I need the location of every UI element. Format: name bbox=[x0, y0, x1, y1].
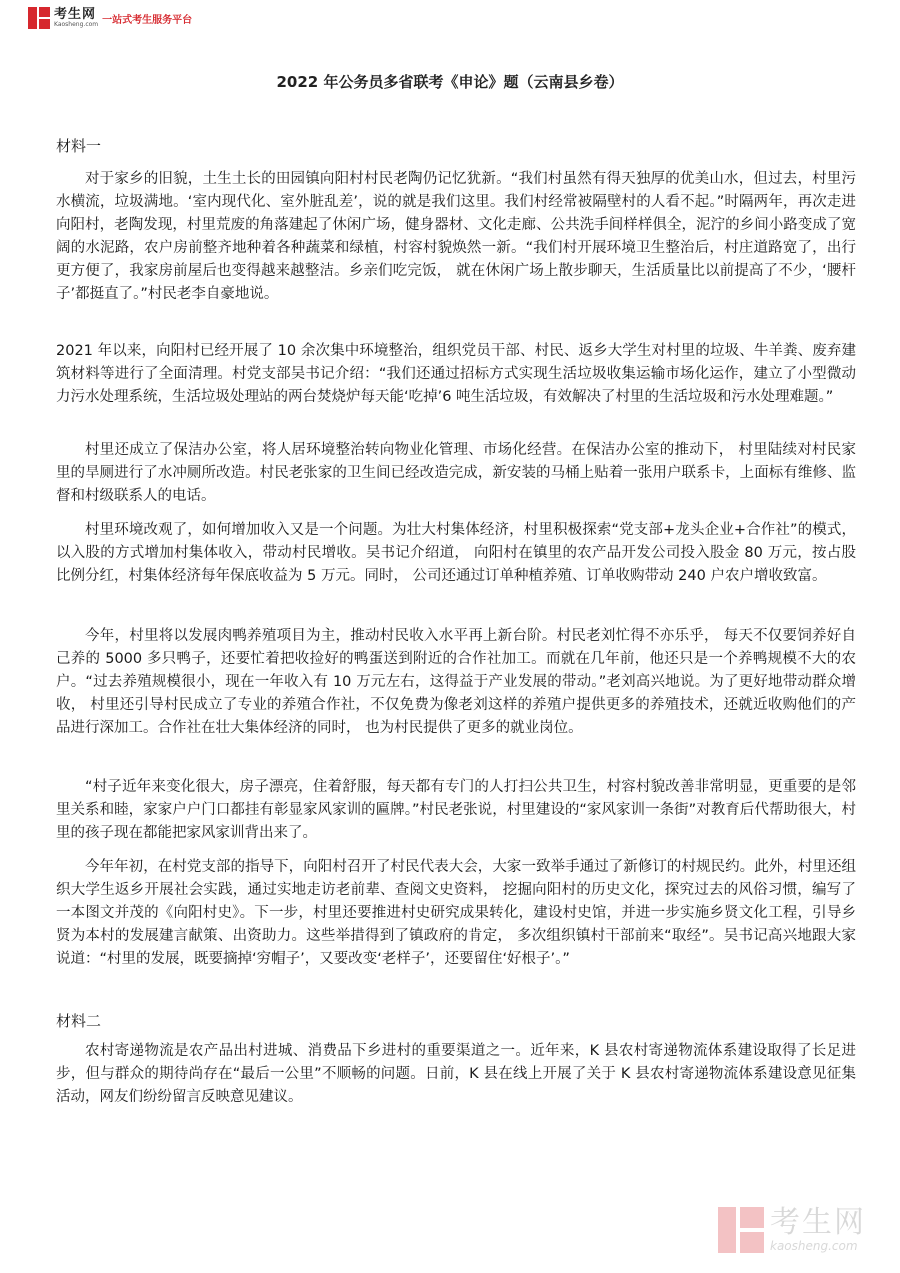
material-1-heading: 材料一 bbox=[56, 137, 102, 155]
paragraph-m1-6: “村子近年来变化很大，房子漂亮，住着舒服，每天都有专门的人打扫公共卫生，村容村貌改善非常明显，更重要的是邻里关系和睦，家家户户门口都挂有彰显家风家训的匾牌。”村民老张说，村里建设的“家风家训一条街”对教育后代帮助很大，村里的孩子现在都能把家风家训背出来了。 bbox=[56, 779, 856, 841]
paragraph-m1-1: 对于家乡的旧貌，土生土长的田园镇向阳村村民老陶仍记忆犹新。“我们村虽然有得天独厚的优美山水，但过去，村里污水横流，垃圾满地。‘室内现代化、室外脏乱差’，说的就是我们这里。我们村经常被隔壁村的人看不起。”时隔两年，再次走进向阳村，老陶发现，村里荒废的角落建起了休闲广场，健身器材、文化走廊、公共洗手间样样俱全，泥泞的乡间小路变成了宽阔的水泥路，农户房前整齐地种着各种蔬菜和绿植，村容村貌焕然一新。“我们村开展环境卫生整治后，村庄道路宽了，出行更方便了，我家房前屋后也变得越来越整洁。乡亲们吃完饭， 就在休闲广场上散步聊天，生活质量比以前提高了不少，‘腰杆子’都挺直了。”村民老李自豪地说。 bbox=[56, 171, 856, 302]
paragraph-m2-1: 农村寄递物流是农产品出村进城、消费品下乡进村的重要渠道之一。近年来，K 县农村寄递物流体系建设取得了长足进步，但与群众的期待尚存在“最后一公里”不顺畅的问题。日前，K 县在线上开展了关于 K 县农村寄递物流体系建设意见征集活动，网友们纷纷留言反映意见建议。 bbox=[56, 1043, 856, 1105]
logo-slogan: 一站式考生服务平台 bbox=[102, 14, 193, 26]
paragraph-m1-4: 村里环境改观了，如何增加收入又是一个问题。为壮大村集体经济，村里积极探索“党支部+龙头企业+合作社”的模式，以入股的方式增加村集体收入，带动村民增收。吴书记介绍道， 向阳村在镇里的农产品开发公司投入股金 80 万元，按占股比例分红，村集体经济每年保底收益为 5 万元。同时， 公司还通过订单种植养殖、订单收购带动 240 户农户增收致富。 bbox=[56, 522, 856, 584]
footer-watermark-logo bbox=[718, 1206, 866, 1253]
brand-watermark-icon bbox=[718, 1207, 764, 1253]
paragraph-m1-5: 今年，村里将以发展肉鸭养殖项目为主，推动村民收入水平再上新台阶。村民老刘忙得不亦乐乎， 每天不仅要饲养好自己养的 5000 多只鸭子，还要忙着把收捡好的鸭蛋送到附近的合作社加工。而就在几年前，他还只是一个养鸭规模不大的农户。“过去养殖规模很小，现在一年收入有 10 万元左右，这得益于产业发展的带动。”老刘高兴地说。为了更好地带动群众增收， 村里还引导村民成立了专业的养殖合作社，不仅免费为像老刘这样的养殖户提供更多的养殖技术，还就近收购他们的产品进行深加工。合作社在壮大集体经济的同时， 也为村民提供了更多的就业岗位。 bbox=[56, 628, 856, 736]
paragraph-m1-7: 今年年初，在村党支部的指导下，向阳村召开了村民代表大会，大家一致举手通过了新修订的村规民约。此外，村里还组织大学生返乡开展社会实践，通过实地走访老前辈、查阅文史资料， 挖掘向阳村的历史文化，探究过去的风俗习惯，编写了一本图文并茂的《向阳村史》。下一步，村里还要推进村史研究成果转化，建设村史馆，并进一步实施乡贤文化工程，引导乡贤为本村的发展建言献策、出资助力。这些举措得到了镇政府的肯定， 多次组织镇村干部前来“取经”。吴书记高兴地跟大家说道：“村里的发展，既要摘掉‘穷帽子’，又要改变‘老样子’，还要留住‘好根子’。” bbox=[56, 859, 856, 967]
paragraph-m1-2: 2021 年以来，向阳村已经开展了 10 余次集中环境整治，组织党员干部、村民、返乡大学生对村里的垃圾、牛羊粪、废弃建筑材料等进行了全面清理。村党支部吴书记介绍：“我们还通过招标方式实现生活垃圾收集运输市场化运作，建立了小型微动力污水处理系统，生活垃圾处理站的两台焚烧炉每天能‘吃掉’6 吨生活垃圾，有效解决了村里的生活垃圾和污水处理难题。” bbox=[56, 343, 856, 405]
footer-logo-name: 考生网 bbox=[770, 1205, 866, 1240]
footer-logo-domain: kaosheng.com bbox=[770, 1239, 858, 1253]
logo-domain: Kaosheng.com bbox=[54, 21, 99, 28]
material-2-heading: 材料二 bbox=[56, 1012, 102, 1030]
page-title: 2022 年公务员多省联考《申论》题（云南县乡卷） bbox=[276, 73, 624, 91]
header-logo[interactable] bbox=[28, 7, 192, 29]
paragraph-m1-3: 村里还成立了保洁办公室，将人居环境整治转向物业化管理、市场化经营。在保洁办公室的推动下， 村里陆续对村民家里的旱厕进行了水冲厕所改造。村民老张家的卫生间已经改造完成，新安装的马桶上贴着一张用户联系卡，上面标有维修、监督和村级联系人的电话。 bbox=[56, 442, 856, 504]
brand-logo-icon bbox=[28, 7, 50, 29]
logo-name: 考生网 bbox=[54, 7, 97, 22]
